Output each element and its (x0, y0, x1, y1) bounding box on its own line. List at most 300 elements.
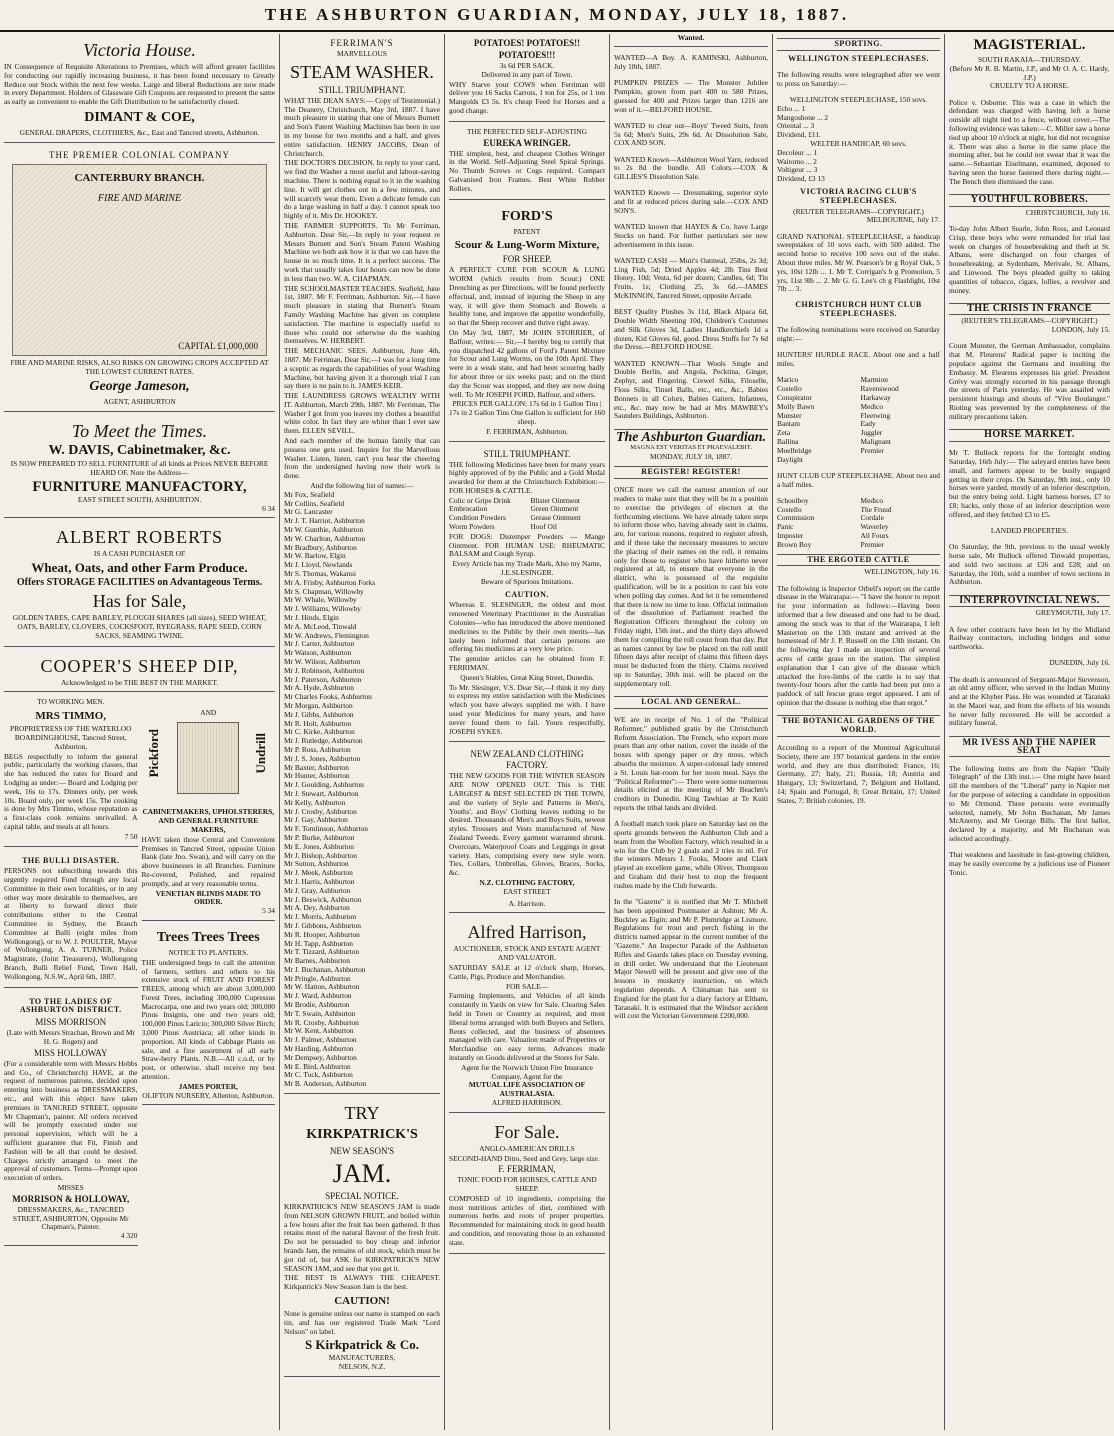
coopers-sub: Acknowledged to be THE BEST IN THE MARKET. (60, 677, 219, 687)
user-name: Mr J. Hinds, Elgin (284, 614, 339, 623)
mechanic-testimonial: THE MECHANIC SEES. Ashburton, June 4th, 1887. Mr Ferriman, Dear Sir,—I was for a long time a sceptic as regards the capabilities of your Washing Machine, but having given it a thorough trial I can say there is no pain to it. JAMES KEIR. (284, 346, 440, 391)
noms2-right (861, 497, 941, 550)
nomination: Ballina (777, 438, 799, 447)
noms-right (861, 376, 941, 464)
second-hand: SECOND-HAND Ditto, Seed and Grey, large size. (449, 1153, 600, 1163)
miss-morrison-sub: (Late with Messrs Strachan, Brown and Mr H. G. Rogers) and (6, 1028, 135, 1047)
nomination: Premier (860, 540, 884, 549)
horse-head: HORSE MARKET. (949, 429, 1110, 442)
user-name: Mr Harding, Ashburton (284, 1045, 354, 1054)
user-name: Mr W. Wilson, Ashburton (284, 658, 361, 666)
user-name: Mr J. Gibbons, Ashburton (284, 921, 361, 930)
user-name: Mr J. Meek, Ashburton (284, 869, 353, 878)
user-name: Mr J. Beswick, Ashburton (284, 895, 362, 904)
column-6 (945, 34, 1114, 1430)
wanted-2: WANTED to clear out—Boys' Tweed Suits, from 5s 6d; Men's Suits, 29s 6d. At Dissolution Sale, COX AND SON. (614, 120, 768, 148)
nomination: Imposter (777, 531, 804, 540)
furniture-sub: EAST STREET SOUTH, ASHBURTON. (77, 494, 202, 504)
nomination: Brown Boy (777, 540, 812, 549)
bulli-text: PERSONS not subscribing towards this urgently required Fund through any local Committee in their own localities, or in any other way more desirable to themselves, are at liberty to forward direct their contributions either to the Central Committee in Sydney, the Branch Committee at Bulli (eight miles from Wollongong), or to W. J. POULTER, Mayor of Wollongong, A. A. TURNER, Police Magistrate, (Joint Treasurers), Wollongong Branch, Bulli Relief Fund, Town Hall, Wollongong, N.S.W., April 6th, 1887. (4, 866, 138, 981)
still-triumphant: STILL TRIUMPHANT. (318, 84, 406, 95)
caution-text: None is genuine unless our name is stamped on each tin, and has our registered Trade Mark "Lord Nelson" on label. (284, 1309, 440, 1336)
medicine-item: Colic or Gripe Drink (449, 496, 511, 505)
steeple-results (777, 105, 940, 131)
nomination: Zeta (777, 429, 791, 438)
user-name: Mr W. Hatton, Ashburton (284, 983, 360, 992)
leader-text: ONCE more we call the earnest attention of our readers to make sure that they will be in a position to exercise the privileges of electors at the forthcoming elections. We have already taken steps to inform those who, having already sent in claims, are, for various reasons, required to register afresh, and if these take the necessary measures to secure the placing of their names on the roll, it remains only for those to register who have hitherto never registered at all, to ensure that everyone in the district, who is possessed of the requisite qualification, will be in a position to cast his vote when polling day comes. And let it be remembered that there is now no time to lose. Official intimation of the dissolution of Parliament reached the Registration Officers throughout the colony on Friday night, 15th inst., and the thirty days allowed them for compiling the roll count from that day. But as names cannot by law be placed on the roll until fifteen days after receipt of claims this fifteen days must be deducted from the thirty. Claims received up to Saturday, 30th inst. will be placed on the supplementary roll. (614, 485, 768, 688)
laundress-testimonial: THE LAUNDRESS GROWS WEALTHY WITH IT. Ashburton, March 29th, 1887. Mr Ferriman, The Washer I got from you leaves my clothes a beautiful white color. In fact they are whiter than I ever saw them. ELLEN SEVILL. (284, 391, 440, 436)
column-1-lower (4, 695, 275, 1249)
bulli-head: THE BULLI DISASTER. (22, 855, 120, 865)
olifton: OLIFTON NURSERY, Allenton, Ashburton. (142, 1090, 275, 1100)
youthful-text: To-day John Albert Searle, John Ross, and Leonard Crisp, three boys who were remanded for trial last week on charges of housebreaking and theft at St. Albans, were discharged on four charges of housebreaking, at Sydenham, Merivale, St. Albans, and Linwood. The boys pleaded guilty to taking quantities of tobacco, cigars, lollies, a revolver and money. (949, 223, 1110, 295)
for-sale-ad (449, 1116, 605, 1254)
user-name: Mr J. Harris, Ashburton (284, 877, 355, 886)
wringer-text: THE simplest, best, and cheapest Clothes Wringer in the World. Self-Adjusting Steel Spiral Springs. No Thumb Screws or Cogs required. Compact Galvanised Iron Frames. Best White Rubber Rollers. (449, 148, 605, 193)
doctor-testimonial: THE DOCTOR'S DECISION. In reply to your card, we find the Washer a most useful and labour-saving machine. There is nothing equal to it in the washing line. It will get clothes out in a few minutes, and will scarcely wear them. Even a delicate female can do a large washing in half a day. I cannot speak too highly of it. Mrs Dr. HOOKEY. (284, 158, 440, 221)
wanted-3: WANTED Known—Ashburton Wool Yarn, reduced to 2s 8d the bundle. All Colors.—COX & GILLIES'S Dissolution Sale. (614, 154, 768, 182)
user-name: Mr G. Lancaster (284, 508, 333, 517)
column-1 (0, 34, 280, 1430)
column-5 (773, 34, 945, 1430)
long-text: In the "Gazette" it is notified that Mr T. Mitchell has been appointed Postmaster at Ashton; Mr A. Buckley as Eigin; and Mr P. Plumridge at Lismore. Regulations for trout and perch fishing in the districts named appear in the current number of the "Gazette." An Inspector Parade of the Ashburton Rifles and Guards takes place on Tuesday evening, in drill order. We understand that the Lieutenant Major Newell will be present and give one of the lessons in musketry instruction, on which regulation depends. A Chinaman has sent to England for the plant for a diary factory at Eltham, Taranaki. It is estimated that the Windsor accident will cost the Victorian Government £200,000. (614, 897, 768, 1021)
user-name: Mr E. Bird, Ashburton (284, 1062, 351, 1071)
jam-head: JAM. (332, 1159, 392, 1189)
tonic-text: COMPOSED of 10 ingredients, comprising the most nutritious articles of diet, combined with numerous herbs and roots of proper properties. Recommended for maintaining stock in good health and condition, and renovating those in an exhausted state. (449, 1193, 605, 1247)
vrc-head: VICTORIA RACING CLUB'S STEEPLECHASES. (800, 186, 917, 205)
nomination: Commission (777, 514, 815, 523)
user-name: Mr R. Crosby, Ashburton (284, 1018, 359, 1027)
company-engraving (12, 164, 267, 356)
nomination: Molly Bawn (777, 402, 815, 411)
porter-name: JAMES PORTER, (178, 1081, 238, 1091)
race-result: Mangoshone ... 2 (777, 112, 829, 122)
davis-name: W. DAVIS, Cabinetmaker, &c. (48, 443, 231, 459)
nomination: Marico (777, 376, 799, 385)
noms2-left (777, 497, 857, 550)
miss-holloway: MISS HOLLOWAY (34, 1047, 108, 1058)
nomination: The Fruud (860, 505, 892, 514)
nomination: Premier (860, 446, 884, 455)
genuine-text: The genuine articles can be obtained from F. FERRIMAN. (449, 654, 605, 673)
dimant-sub: GENERAL DRAPERS, CLOTHIERS, &c., East and Tancred streets, Ashburton. (19, 127, 260, 137)
steeple-head: WELLINGTON STEEPLECHASE, 150 sovs. (789, 94, 928, 104)
fig-3: 5 34 (262, 906, 275, 916)
race-result: Decoleur ... 1 (777, 147, 818, 157)
youthful-head: YOUTHFUL ROBBERS. (949, 194, 1110, 207)
nomination: Eady (860, 420, 876, 429)
cows-text: WHY Starve your COWS when Ferriman will deliver you 16 Sacks Carrots, 1 ton for 25s, or 1 ton Mangolds £3 5s. It's cheap Feed for Horses and a good change. (449, 79, 605, 115)
nelson: NELSON, N.Z. (338, 1362, 386, 1372)
trees-sub: NOTICE TO PLANTERS. (168, 947, 249, 957)
masthead-title: THE ASHBURTON GUARDIAN, MONDAY, JULY 18, 1887. (264, 5, 850, 24)
user-name: Mr F. Tomlinson, Ashburton (284, 825, 368, 834)
also-patent: And each member of the human family that can possess one gets used. Inquire for the Marvellous Washer. Listen, listen, can't you hear the cheering from the undersigned having now their work is done. (284, 436, 440, 481)
a-harrison: A. Harrison. (508, 898, 546, 908)
user-name: Mr W. Gunthie, Ashburton (284, 526, 364, 535)
nominations-2 (777, 497, 940, 550)
nomination: Marmion (860, 376, 889, 385)
mutual: MUTUAL LIFE ASSOCIATION OF AUSTRALASIA. (468, 1080, 586, 1099)
ferriman-washer-ad (284, 34, 440, 1094)
coopers-ad (4, 650, 275, 693)
ladies-head: TO THE LADIES OF ASHBURTON DISTRICT. (19, 996, 122, 1015)
medicine-item: Green Ointment (530, 505, 579, 514)
hurdle-head: WELTER HANDICAP, 60 sovs. (810, 138, 907, 148)
user-name: Mr J. Rutledge, Ashburton (284, 737, 363, 746)
nomination: Daylight (777, 455, 803, 464)
medicine-item: Blister Ointment (530, 496, 580, 505)
user-name: Mr Morgan, Ashburton (284, 701, 353, 710)
wanted-5: WANTED known that HAYES & Co. have Large Stocks on hand. For further particulars see new advertisement in this issue. (614, 222, 768, 249)
nzcf-head: NEW ZEALAND CLOTHING FACTORY. (470, 749, 584, 771)
nomination: Costello (777, 385, 802, 394)
scour-testimonial: On May 3rd, 1887, Mr JOHN STORRIER, of Balfour, writes:— Sir,—I hereby beg to certify that you dispatched 42 gallons of Ford's Patent Mixture for Scour and Lung Worms, on the 10th April. They were in a weak state, and had been scouring badly for about three or six weeks past; and on the third day the Scour was stopped, and they are now doing well. To Mr JOSEPH FORD, Balfour, and others. (449, 327, 605, 399)
user-name: Mr H. Tapp, Ashburton (284, 939, 353, 948)
race-result: Voltigeur ... 3 (777, 165, 818, 175)
davis-text: IS NOW PREPARED TO SELL FURNITURE of all kinds at Prices NEVER BEFORE HEARD OF. Note the Address— (10, 459, 269, 477)
user-name: Mr C. Kirke, Ashburton (284, 728, 355, 737)
mh-sub: DRESSMAKERS, &c., TANCRED STREET, ASHBURTON, Opposite Mr Chapman's, Painter. (12, 1204, 129, 1232)
football-text: A football match took place on Saturday last on the sports grounds between the Ashburton Club and a team from the Woollen Factory, which resulted in a win for the Club by 2 goals and 2 tries to nil. For the winners Messrs J. Fooks, Moore and Clark played an excellent game, while Oliver, Thompson and Graham did their best to stop the frequent rushes made by the Club forwards. (614, 819, 768, 890)
user-name: Mr Watson, Ashburton (284, 649, 352, 658)
timmo-sub: PROPRIETRESS OF THE WATERLOO BOARDINGHOUSE, Tancred Street, Ashburton, (10, 724, 132, 751)
scour-prices: PRICES PER GALLON: 17s 6d in 1 Gallon Tins | 17s in 2 Gallon Tins One Gallon is sufficient for 160 sheep. (449, 399, 605, 426)
user-name: Mr J. Ward, Ashburton (284, 992, 352, 1001)
try-label: TRY (344, 1103, 380, 1124)
masthead (0, 0, 1114, 32)
steam-washer: STEAM WASHER. (290, 61, 434, 82)
pickford-undrill-ad (142, 695, 276, 921)
before-line: (Before Mr R. B. Martin, J.P., and Mr O. A. C. Hardy, J.P.) (949, 63, 1110, 82)
user-name: Mr P. Burke, Ashburton (284, 833, 355, 842)
testimonial-intro: WHAT THE DEAN SAYS:— Copy of Testimonial.) The Deanery, Christchurch, May 3rd, 1887. I have much pleasure in stating that one of Messrs Burnett and Son's Patent Washing Machines has been in use in my house for two months and a half, and gives entire satisfaction. HENRY JACOBS, Dean of Christchurch. (284, 95, 440, 158)
user-name: Mr T. Swain, Ashburton (284, 1009, 356, 1018)
fig-1: 6 34 (262, 503, 275, 513)
trade-mark: Every Article has my Trade Mark, Also my Name, J.E.SLESINGER. (452, 559, 602, 578)
sykes-text: To Mr. Slesinger, V.S. Dear Sir,—I think it my duty to express my entire satisfaction with the Medicines which you have always supplied me with. I have used your Medicines for many years, and have never found them to fail. Yours respectfully, JOSEPH SYKES. (449, 682, 605, 736)
pumpkin: PUMPKIN PRIZES — The Monster Jubilee Pumpkin, grown from part 400 to 580 Prizes, guessed for 400 and Prizes larger than 1216 are won of it.—BELFORD HOUSE. (614, 78, 768, 114)
albert-sub: IS A CASH PURCHASER OF (93, 549, 186, 559)
trees-head: Trees Trees Trees (156, 929, 260, 945)
trees-ad (142, 924, 276, 1106)
wellington-text: The following results were telegraphed after we went to press on Saturday:— (777, 69, 940, 88)
user-name: Mr J. Palmer, Ashburton (284, 1036, 357, 1045)
local-head: LOCAL AND GENERAL. (614, 696, 768, 709)
timmo-name: MRS TIMMO, (35, 710, 107, 723)
potato-delivered: Delivered in any part of Town. (481, 69, 573, 79)
user-name: Mr W. Charlton, Ashburton (284, 534, 366, 543)
premier-head: THE PREMIER COLONIAL COMPANY (48, 149, 231, 160)
fire-marine-label: FIRE AND MARINE (97, 192, 182, 204)
chch-head: CHRISTCHURCH HUNT CLUB STEEPLECHASES. (795, 300, 922, 319)
botanical-text: According to a report of the Montreal Agricultural Society, there are 197 botanical gardens in the entire world, and they are thus distributed: France, 16; Germany, 27; Italy, 21; Russia, 18; Austria and Hungary, 13; Switzerland, 7; Belgium and Holland, 14; Spain and Portugal, 8; Great Britain, 17; United States, 7; British colonies, 19. (777, 743, 940, 805)
landed-text: On Saturday, the 9th, previous to the usual weekly horse sale, Mr Bullock offered Tinwald properties, and sold two sections at £26 and £28; and on Saturday, the 16th, sold a number of town sections in Ashburton. (949, 542, 1110, 587)
user-name: Mr W. Barlow, Elgin (284, 552, 346, 561)
race-result: Echo ... 1 (777, 103, 806, 113)
wanted-7: BEST Quality Plushes 3s 11d, Black Alpaca 6d, Double Width Sheeting 10d, Children's Costumes and Silk Gloves 3d, Ladies Handkerchiefs 1d a dozen, Kid Gloves 6d, good. Dress Stuffs for 7s 6d the Dress.—BELFORD HOUSE. (614, 307, 768, 352)
user-name: Mr J. Gay, Ashburton (284, 816, 348, 825)
drills: ANGLO-AMERICAN DRILLS (479, 1143, 575, 1153)
fords-head: FORD'S (501, 208, 553, 224)
potatoes-ad (449, 34, 605, 122)
alfred-sig: ALFRED HARRISON. (491, 1097, 563, 1107)
user-name: Mr A. Hyde, Ashburton (284, 684, 355, 693)
has-sale: Has for Sale, (92, 591, 187, 612)
medicine-item: Worm Powders (449, 523, 495, 532)
fords-patent: PATENT (513, 226, 541, 236)
sykes-head: Queen's Stables, Great King Street, Dunedin. (460, 672, 594, 682)
s-kirk: S Kirkpatrick & Co. (304, 1337, 420, 1353)
tonic-head: TONIC FOOD FOR HORSES, CATTLE AND SHEEP. (457, 1175, 597, 1194)
wringer-head: EUREKA WRINGER. (483, 137, 571, 148)
nomination: Cordale (860, 514, 884, 523)
user-name: Mr Brodie, Ashburton (284, 1001, 350, 1010)
medicine-item: Embrocation (449, 505, 488, 514)
caution-2: CAUTION. (505, 589, 549, 599)
botanical-head: THE BOTANICAL GARDENS OF THE WORLD. (777, 715, 940, 737)
special-notice: SPECIAL NOTICE. (325, 1191, 399, 1202)
ives-head: MR IVESS AND THE NAPIER SEAT (949, 736, 1110, 758)
venetian: VENETIAN BLINDS MADE TO ORDER. (155, 888, 261, 907)
race-result: Oriental ... 3 (777, 121, 815, 131)
landed-head: LANDED PROPERTIES. (990, 525, 1069, 535)
furniture-head: FURNITURE MANUFACTORY, (32, 478, 247, 495)
caution-head: CAUTION! (334, 1295, 390, 1308)
still-head: STILL TRIUMPHANT. (483, 448, 571, 459)
undrill-name: Undrill (253, 733, 269, 774)
user-name: Mr J. Buchanan, Ashburton (284, 965, 366, 974)
nomination: Harkaway (860, 394, 891, 403)
potatoes-head: POTATOES! POTATOES!! (473, 38, 581, 48)
beware: Beware of Spurious Imitations. (480, 576, 574, 586)
local-text: WE are in receipt of No. 1 of the "Political Reformer," published gratis by the Christchurch Reform Association. The French, who export more pears than any other nation, cover the inside of the boxes with spongy paper or dry moss, which absorbs the moisture. A super-colossal lady entered a St. Louis bar-room for her noon meal. Says the "Political Reformer":— There were some numerous details elicited at the meeting of Mr Beachm's creditors in Dunedin. King Tawhiao at Te Kuiti reports the tribal lands are divided. (614, 715, 768, 813)
agent: Agent for the Norwich Union Fire Insurance Company, Agent for the (461, 1062, 593, 1081)
medicine-item: Hoof Oil (530, 523, 557, 532)
for-sheep: FOR SHEEP. (502, 254, 552, 265)
user-name: Mr S. Thomas, Wakanui (284, 570, 357, 579)
dogs-text: FOR DOGS: Distemper Powders — Mange Ointment. FOR HUMAN USE: RHEUMATIC BALSAM and Cough Syrup. (449, 531, 605, 559)
pu-header (142, 698, 276, 808)
farmer-testimonial: THE FARMER SUPPORTS. To Mr Ferriman, Ashburton. Dear Sir,—In reply to your request re Messrs Burnett and Son's Steam Patent Washing Machine we both ask how it is that we can have the house in so much time. It is a perfect success. The work that usually takes four hours can now be done in less than two. W. A. CHAPMAN. (284, 220, 440, 283)
nomination: Fleetwing (860, 411, 891, 420)
alfred-head: Alfred Harrison, (467, 922, 587, 943)
hunters-head: HUNTERS' HURDLE RACE. About one and a half miles. (777, 350, 940, 369)
alfred-sale: SATURDAY SALE at 12 o'clock sharp, Horses, Cattle, Pigs, Produce and Merchandise. (449, 962, 605, 981)
ferriman-ash: F. FERRIMAN, Ashburton. (486, 426, 568, 436)
victoria-head: Victoria House. (83, 40, 196, 60)
guardian-motto: MAGNA EST VERITAS ET PRAEVALEBIT. (630, 444, 752, 452)
user-name: Mr A. Frisby, Ashburton Forks (284, 578, 376, 587)
albert-name: ALBERT ROBERTS (55, 527, 224, 548)
dunedin-dateline: DUNEDIN, July 16. (1049, 658, 1110, 668)
interprov-head: INTERPROVINCIAL NEWS. (949, 595, 1110, 608)
wanted-head: Wanted. (677, 34, 705, 42)
wheat-line: Wheat, Oats, and other Farm Produce. (31, 560, 248, 576)
user-name: Mr S. Chapman, Willowby (284, 587, 364, 596)
user-name: Mr J. Goulding, Ashburton (284, 781, 364, 790)
column-4 (610, 34, 773, 1430)
guardian-date: MONDAY, JULY 18, 1887. (650, 452, 732, 462)
premier-ad (4, 146, 275, 412)
crisis-sub: (REUTER'S TELEGRAMS—COPYRIGHT.) (961, 316, 1098, 326)
crisis-head: THE CRISIS IN FRANCE (949, 303, 1110, 316)
nomination: Panic (777, 523, 794, 532)
nomination: Medico (860, 402, 884, 411)
grey-text: A few other contracts have been let by the Midland Railway contractors, including bridges and some earthworks. (949, 624, 1110, 652)
wanted-1: WANTED—A Boy. A. KAMINSKI, Ashburton, July 18th, 1887. (614, 53, 768, 71)
holloway-text: (For a considerable term with Messrs Hobbs and Co., of Christchurch) HAVE, at the request of numerous patrons, decided upon entering into business as DRESSMAKERS, etc., and with this object have taken premises in TANCRED STREET, opposite Mr Chapman's, painter. All orders received will be promptly executed under our personal supervision, which will be a sufficient guarantee that Fit, Finish and Fashion will be all that could be desired. Charges strictly arranged to meet the approval of customers. Terms—Prompt upon execution of orders. (4, 1058, 138, 1183)
ives-text: The following items are from the Napier "Daily Telegraph" of the 13th inst.:— One might have heard till the members of the "Liberal" party in Napier met for the purpose of selecting a candidate in opposition to Mr Ormond. Three persons were eventually selected, namely, Mr John Buchanan, Mr James McAnerny, and Mr George Bills. The first ballot, declared by a majority, and Mr Buchanan was selected accordingly. (949, 763, 1110, 844)
user-name: Mr P. Ross, Ashburton (284, 745, 351, 754)
canterbury-branch: CANTERBURY BRANCH. (74, 171, 205, 184)
user-name: Mr Charles Fooks, Ashburton (284, 693, 372, 702)
last-text: That weakness and lassitude in fast-growing children, may be easily overcome by a judicious use of Pioneer Tonic. (949, 850, 1110, 877)
cruelty-head: CRUELTY TO A HORSE. (990, 81, 1069, 91)
mh-firm: MORRISON & HOLLOWAY, (12, 1193, 130, 1204)
pu-text: CABINETMAKERS, UPHOLSTERERS, AND GENERAL FURNITURE MAKERS, (142, 807, 275, 834)
fig-4: 4 320 (120, 1231, 138, 1241)
user-name: Mr W. Kent, Ashburton (284, 1027, 354, 1036)
slesinger-ad (449, 445, 605, 743)
potatoes-head-2: POTATOES!!! (498, 50, 556, 60)
albert-ad (4, 521, 275, 646)
user-name: Mr J. Robinson, Ashburton (284, 666, 365, 675)
guardian-masthead: The Ashburton Guardian. (615, 429, 767, 445)
user-name: Mr J. Williams, Willowby (284, 605, 361, 614)
capital-label: CAPITAL £1,000,000 (178, 340, 258, 351)
user-name: Mr W. Whale, Willowby (284, 596, 357, 605)
wanted-8: WANTED KNOWN—That Wools Single and Double Berlin, and Angola, Pecktina, Ginger, Zephyr, and Fingering. Crewel Silks, Filoselle, Floss Silks, Tinsel Balls, etc., etc., &c., Babies Bonnets in all Colors, Babies Gaiters, Infantees, etc., &c. may now be had at Mrs MAWBEY's Saunders Buildings, Ashburton. (614, 358, 768, 421)
users-head: And the following list of names:— (310, 481, 414, 491)
chch-text: The following nominations were received on Saturday night:— (777, 325, 940, 344)
kirkpatrick-head: KIRKPATRICK'S (306, 1127, 418, 1143)
nomination: Medico (860, 496, 884, 505)
manufacturers: MANUFACTURERS, (328, 1353, 396, 1363)
timmo-pre: TO WORKING MEN. (37, 697, 105, 707)
magisterial-sub: SOUTH RAKAIA—THURSDAY. (977, 55, 1082, 64)
ladies-ad (4, 991, 138, 1246)
user-name: Mr Sutton, Ashburton (284, 860, 349, 869)
new-season: NEW SEASON'S (329, 1146, 395, 1157)
meet-times: To Meet the Times. (71, 421, 208, 442)
user-name: Mr A. Dey, Ashburton (284, 904, 350, 913)
user-name: Mr B. Anderson, Ashburton (284, 1080, 367, 1089)
column-1-lower-right (142, 695, 276, 1249)
fig-2: 7 50 (124, 831, 138, 841)
nomination: Malignant (860, 438, 891, 447)
youthful-dateline: CHRISTCHURCH, July 16. (1025, 207, 1110, 217)
misses: MISSES (57, 1183, 84, 1192)
nomination: Waverley (860, 523, 889, 532)
dunedin-text: The death is announced of Sergeant-Major Stevenson, an old army officer, who served in the Indian Mutiny and at the Khyber Pass. He was wounded at Taranaki in the Maori war, and from the effects of his wounds he never fully recovered. He will be accorded a military funeral. (949, 674, 1110, 728)
nzcf-factory: N.Z. CLOTHING FACTORY, (479, 877, 575, 887)
storage-line: Offers STORAGE FACILITIES on Advantageous Terms. (16, 577, 263, 589)
column-3 (445, 34, 610, 1430)
user-name: Mr Pringle, Ashburton (284, 974, 351, 983)
user-name: Mr Baxter, Ashburton (284, 763, 349, 772)
register-head: REGISTER! REGISTER! (614, 466, 768, 479)
sporting-head: SPORTING. (777, 38, 940, 51)
user-name: Mr W. Andrews, Flemington (284, 631, 369, 640)
users-list (284, 491, 440, 1089)
nomination: Juggler (860, 429, 883, 438)
potato-price: 3s 6d PER SACK. (499, 61, 555, 70)
alfred-sub: AUCTIONEER, STOCK AND ESTATE AGENT AND VALUATOR. (453, 944, 601, 963)
wringer-ad (449, 125, 605, 200)
user-name: Mr C. Tuck, Ashburton (284, 1071, 353, 1080)
horse-text: Mr T. Bullock reports for the fortnight ending Saturday, 16th July:— The saleyard entries have been small, and farmers appear to be busily engaged getting in their crops. On Saturday, 9th inst., only 10 horses were yarded, mostly of an inferior description, but the entry being sold. Light harness horses, £7 to £8; hacks, only those of an inferior description were offered, and they fetched £3 to £5. (949, 448, 1110, 519)
nominations-1 (777, 376, 940, 464)
alfred-text: Farming Implements, and Vehicles of all kinds constantly in Yards on view for Sale. Clearing Sales held in Town or Country as required, and most liberal terms arranged with both Buyers and Sellers. Rents collected, and the business of absentees managed with care. Valuation made of Properties or Merchandise on easy terms. Advances made instantly on Goods delivered at the Stores for Sale. (449, 991, 605, 1062)
vrc-text: GRAND NATIONAL STEEPLECHASE, a handicap sweepstakes of 10 sovs each, with 500 added. The second horse to receive 100 sovs out of the stake. About three miles. Mr W. Pearson's br g Royal Oak, 5 yrs, 10st 12lb ... 1. Mr T. Corrigan's b g Promotion, 5 yrs, 11st 9lb ... 2. Mr G. G. Lee's ch g Flashlight, 10st 7lb ... 3. (777, 231, 940, 294)
user-name: Mr J. Bishop, Ashburton (284, 851, 357, 860)
for-sale-big: For Sale. (494, 1121, 560, 1142)
pickford-name: Pickford (146, 729, 162, 778)
user-name: Mr Fox, Seafield (284, 490, 335, 499)
user-name: Mr J. Stewart, Ashburton (284, 789, 359, 798)
nomination: Costello (777, 505, 802, 514)
user-name: Mr J. Morris, Ashburton (284, 913, 357, 922)
ergoted-text: The following is Inspector Orbell's report on the cattle disease in the Wairarapa:— "I have the honor to report for your information as follows:—Having been informed that a few diseased and one had to be dead, among the stock was to that of the Wairarapa, I left Masterton on the 13th instant and arrived at the homestead of Mr J. P. Russell on the 13th instant. On the following day I made an inspection of several acres of cattle grass on the station. The simplest explanation that I can give of the disease which attacked the fore-limbs of the cattle is to say that twenty-four hours after the cattle had been put into a paddock of tall fescue grass ergot appeared. I am of opinion that the disease is nothing else than ergot." (777, 583, 940, 707)
miss-morrison: MISS MORRISON (35, 1017, 107, 1028)
hurdle-results (777, 149, 940, 175)
dimant-name: DIMANT & COE, (84, 109, 195, 125)
column-1-lower-left (4, 695, 138, 1249)
user-name: Mr J. Lloyd, Newlands (284, 561, 353, 570)
user-name: Mr Kelly, Ashburton (284, 798, 346, 807)
medicine-list (449, 497, 605, 532)
alfred-ad (449, 916, 605, 1112)
scour-text: A PERFECT CURE FOR SCOUR & LUNG WORM (which results from Scour.) ONE Drenching as per Directions, will be found perfectly effectual, and, instead of injuring the Sheep in any way, it will give them Stomach and Bowels a healthy tone, and improve the appetite wonderfully, so that the Sheep recover and thrive right away. (449, 265, 605, 328)
nomination: All Fours (860, 531, 889, 540)
user-name: Mr R. Holt, Ashburton (284, 719, 352, 728)
user-name: Mr Dempsey, Ashburton (284, 1053, 357, 1062)
best-cheapest: THE BEST IS ALWAYS THE CHEAPEST. Kirkpatrick's New Season Jam is the best. (284, 1273, 440, 1292)
user-name: Mr T. Tizzard, Ashburton (284, 948, 360, 957)
rule (614, 46, 768, 47)
nzcf-text: THE NEW GOODS FOR THE WINTER SEASON ARE NOW OPENED OUT. This is THE LARGEST & BEST SELECTED IN THE TOWN, and the variety of Style and Patterns in Men's, Youths', and Boys' Clothing leaves nothing to be desired. Thousands of Men's and Boys Suits, newest styles. Trousers and Vests manufactured of New Zealand Tweeds. Every garment warranted shrunk. Overcoats, Waterproof Coats and Leggings in great variety. Hats, comprising every new style worn. Ties, Collars, Umbrellas, Gloves, Braces, Socks, &c. (449, 771, 605, 878)
fire-text: FIRE AND MARINE RISKS, ALSO RISKS ON GROWING CROPS ACCEPTED AT THE LOWEST CURRENT RATES. (10, 357, 269, 376)
user-name: Mr A. McLeod, Tinwald (284, 622, 357, 631)
nomination: Munster (777, 411, 802, 420)
jameson-sub: AGENT, ASHBURTON (103, 397, 176, 407)
vrc-sub: (REUTER TELEGRAMS—COPYRIGHT.) (793, 206, 924, 216)
magisterial-text: Police v. Osborne. This was a case in which the defendant was charged with having left a horse outside all night tied to a fence, without cover.—The following evidence was taken:—C. Miller saw a horse tied up about 10 o'clock at night, but did not recognise it. There was also a horse in the same place the morning after, but he could not swear that it was the same.—Sebastian Eiselmann, examined, deposed to having seen the horse fastened there during night.—The Bench then dismissed the case. (949, 97, 1110, 186)
vrc-dateline: MELBOURNE, July 17. (866, 215, 940, 225)
pu-and: AND (200, 707, 217, 717)
crisis-text: Count Munster, the German Ambassador, complains that M. Fleurens' Radical paper is inciting the populace against the Germans and insulting the Embassy. M. Fleurens expresses his grief. President Grévy was strongly escorted in his passage through the streets of Paris yesterday. He was assailed with persistent hissings and shouts of "Vive Boulanger." Rioting was prevented by the completeness of the military precautions taken. (949, 341, 1110, 421)
timmo-ad (4, 695, 138, 846)
trees-text: THE undersigned begs to call the attention of farmers, settlers and others to his extensive stock of FRUIT AND FOREST TREES, among which are about 3,000,000 Forest Trees, including 300,000 Cupressus Macrocarpa, one and two years old; 300,000 Pinus Insignis, one and two years old; 100,000 Pinus Laricio; 300,000 Silver Birch; 3,000 Pinus Austriaca; all other kinds in proportion. All kinds of Cabbage Plants on sale, and a fine assortment of all early Straw-berry Plants. N.B.—All c.o.d. or by post, or otherwise, shall receive my best attention. (141, 957, 275, 1082)
victoria-house-ad (4, 34, 275, 143)
nomination: Conspirator (777, 394, 812, 403)
nomination: Moelbridge (777, 446, 812, 455)
user-name: Mr J. Carter, Ashburton (284, 640, 355, 649)
bulli-ad (4, 850, 138, 988)
user-name: Mr J. Paterson, Ashburton (284, 675, 362, 684)
nzcf-ad (449, 745, 605, 913)
user-name: Mr J. S. Jones, Ashburton (284, 754, 361, 763)
race-result: Waitomo ... 2 (777, 156, 817, 166)
user-name: Mr J. Gray, Ashburton (284, 886, 351, 895)
wringer-pre: THE PERFECTED SELF-ADJUSTING (467, 126, 587, 136)
school-testimonial: THE SCHOOLMASTER TEACHES. Seafield, June 1st, 1887. Mr F. Ferriman, Ashburton. Sir,—I have much pleasure in stating that Burnett's Steam Family Washing Machine has given us complete satisfaction. The machine is especially useful to those who could not otherwise do the washing themselves. W. HERBERT. (284, 283, 440, 346)
sale-text: GOLDEN TARES, CAPE BARLEY, PLOUGH SHARES (all sizes), SEED WHEAT, OATS, BARLEY, CLOVERS, COCKSFOOT, RYEGRASS, RAPE SEED, CORN SACKS, SEAMING TWINE. (12, 613, 267, 640)
user-name: Mr Collins, Seafield (284, 499, 345, 508)
user-name: Mr Barnes, Ashburton (284, 957, 350, 966)
user-name: Mr J. Crosby, Ashburton (284, 807, 357, 816)
